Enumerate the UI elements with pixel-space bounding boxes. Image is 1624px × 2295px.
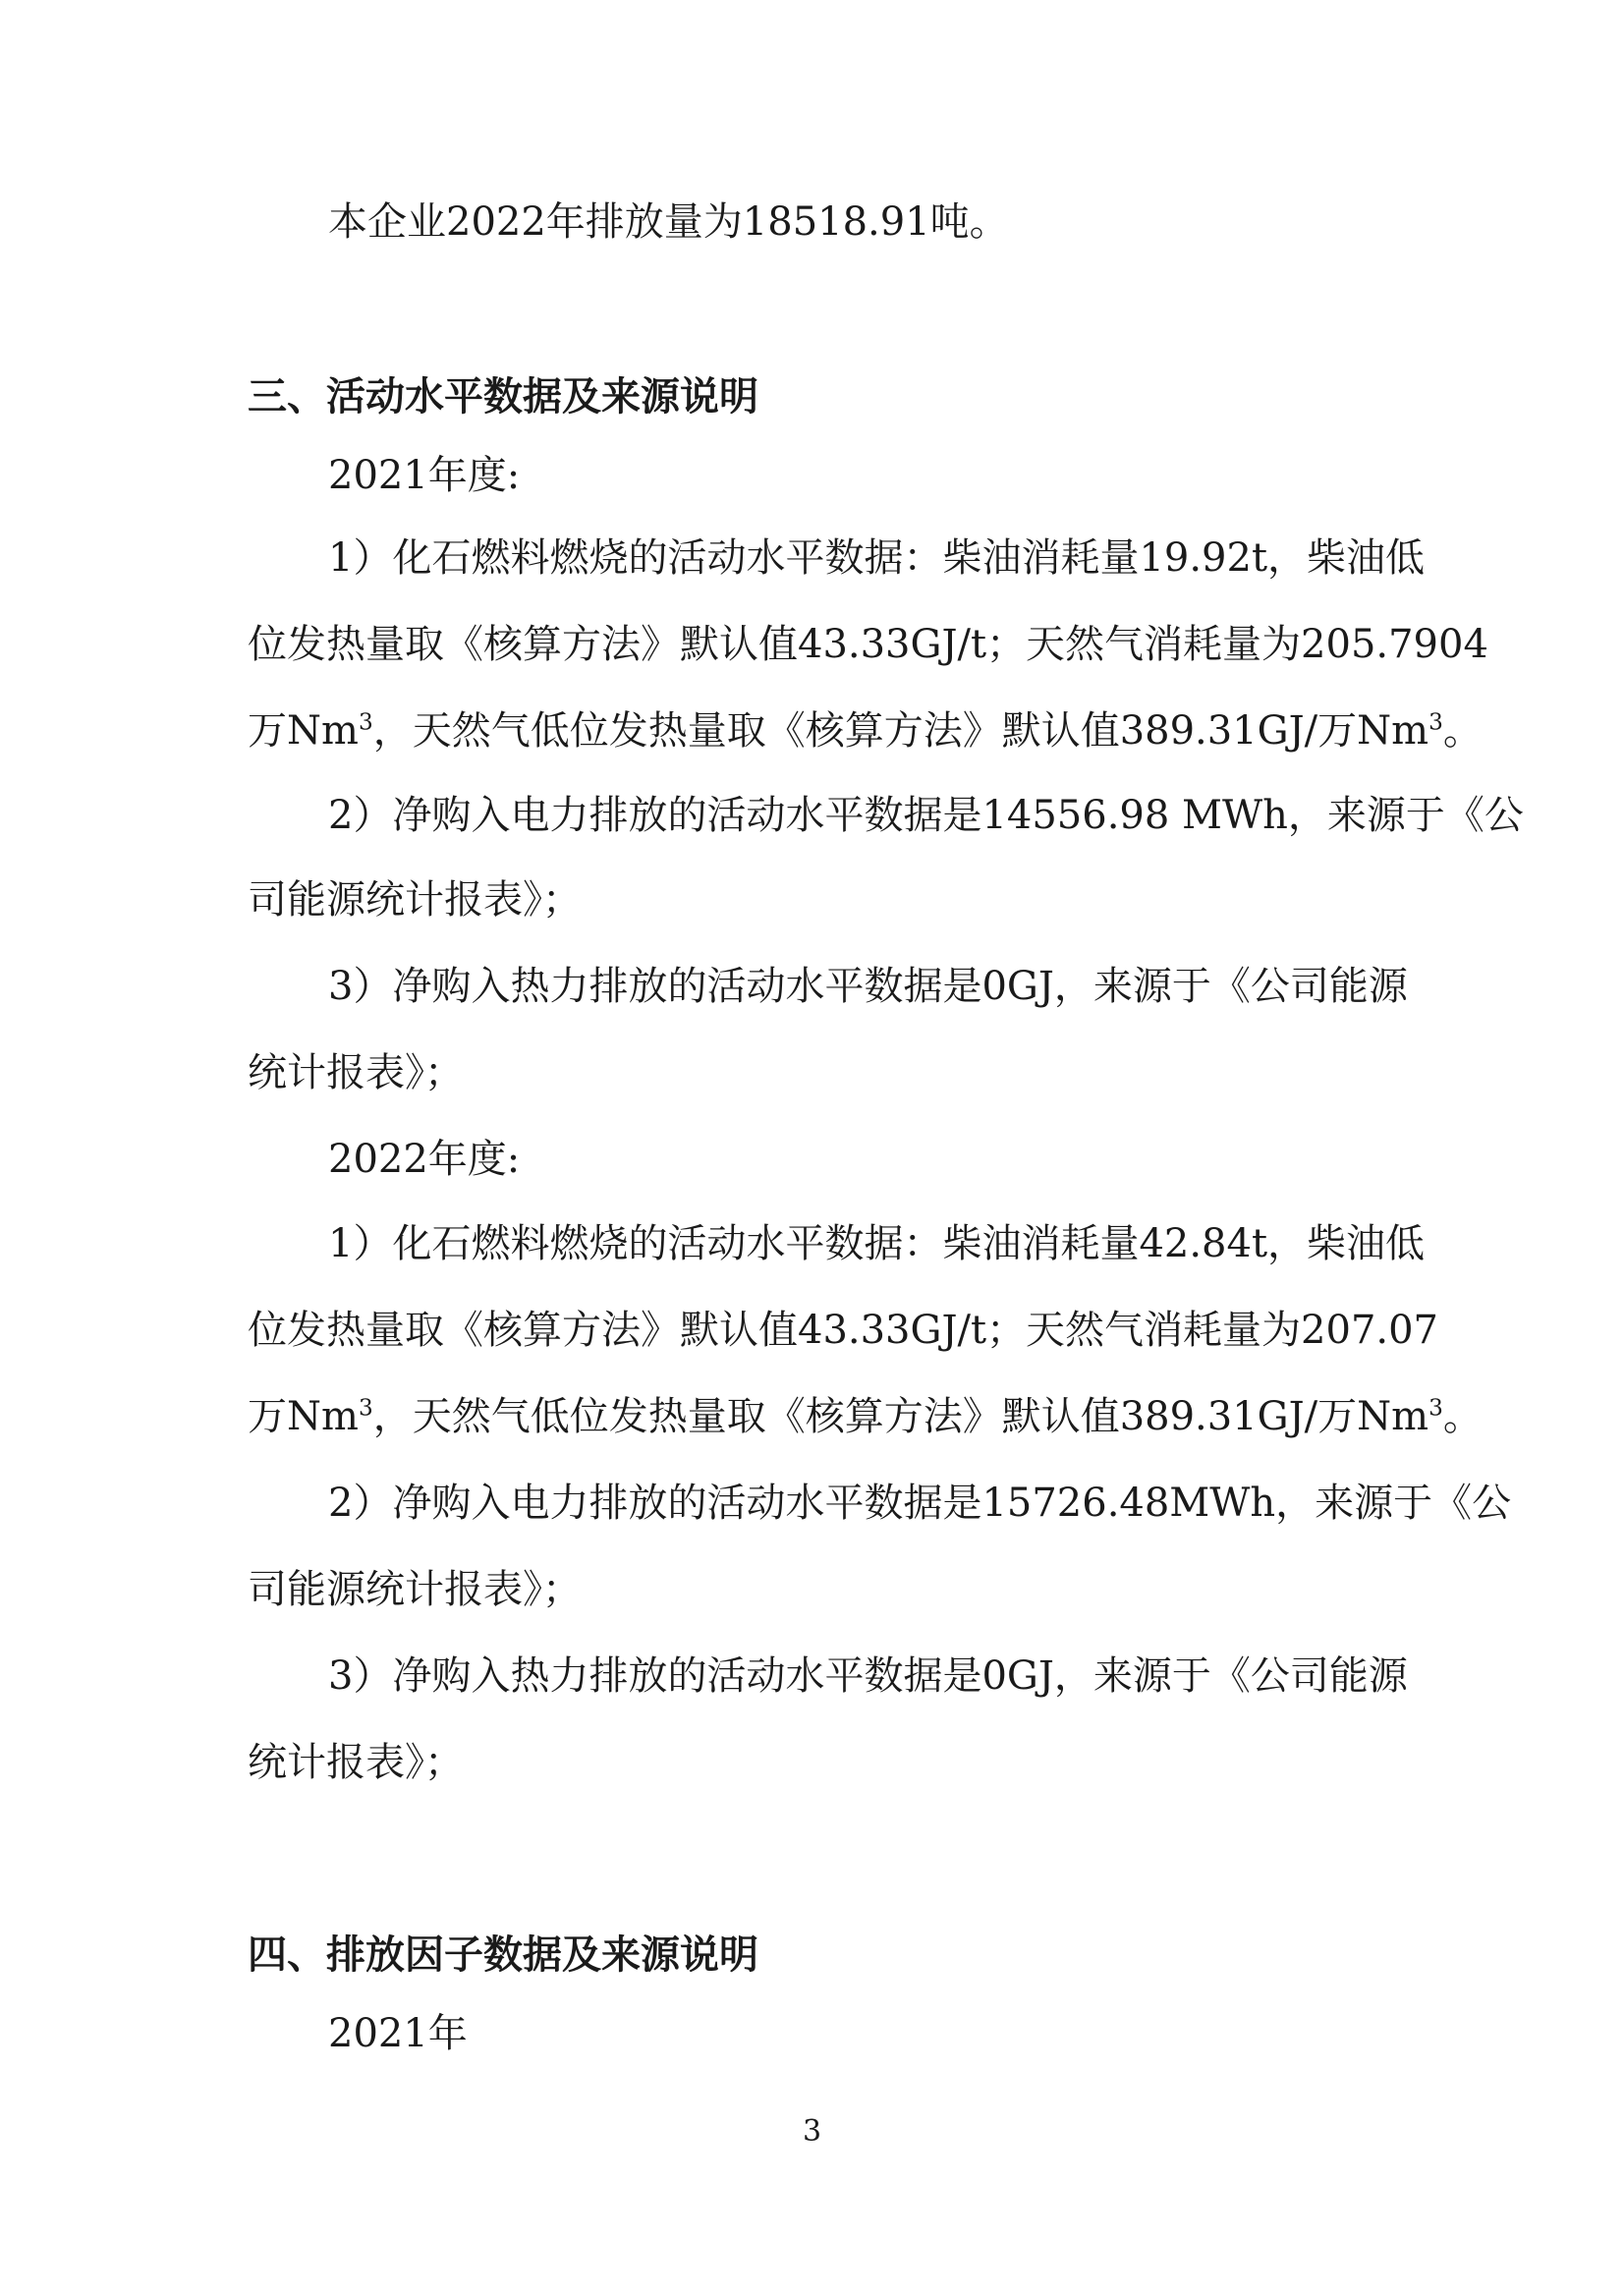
y2022-item1-line3-a: 万Nm — [248, 1394, 359, 1439]
y2022-item1-line1: 1）化石燃料燃烧的活动水平数据：柴油消耗量42.84t，柴油低 — [328, 1221, 1426, 1266]
superscript: 3 — [1428, 1394, 1443, 1422]
y2021-item1-line3-b: ，天然气低位发热量取《核算方法》默认值389.31GJ/万Nm — [372, 708, 1429, 754]
section-3-heading: 三、活动水平数据及来源说明 — [248, 374, 758, 420]
emission-2022-summary: 本企业2022年排放量为18518.91吨。 — [328, 199, 1009, 245]
y2021-item3-line1: 3）净购入热力排放的活动水平数据是0GJ，来源于《公司能源 — [328, 964, 1408, 1009]
y2022-item2-line1: 2）净购入电力排放的活动水平数据是15726.48MWh，来源于《公 — [328, 1481, 1512, 1526]
y2021-item3-line2: 统计报表》； — [248, 1050, 464, 1095]
y2021-item1-line3 — [248, 701, 1483, 760]
page-number: 3 — [802, 2114, 822, 2149]
superscript: 3 — [358, 708, 373, 736]
year-2021-label: 2021年度: — [328, 453, 521, 498]
section-4-year-2021: 2021年 — [328, 2011, 468, 2056]
y2022-item2-line2: 司能源统计报表》； — [248, 1567, 582, 1612]
y2022-item3-line2: 统计报表》； — [248, 1740, 464, 1785]
y2021-item1-line3-a: 万Nm — [248, 708, 359, 754]
superscript: 3 — [358, 1394, 373, 1422]
y2022-item1-line3-c: 。 — [1442, 1394, 1483, 1439]
y2022-item1-line3 — [248, 1387, 1483, 1446]
y2021-item1-line3-c: 。 — [1442, 708, 1483, 754]
y2021-item2-line1: 2）净购入电力排放的活动水平数据是14556.98 MWh，来源于《公 — [328, 793, 1524, 838]
superscript: 3 — [1428, 708, 1443, 736]
y2022-item1-line2: 位发热量取《核算方法》默认值43.33GJ/t；天然气消耗量为207.07 — [248, 1308, 1439, 1353]
section-4-heading: 四、排放因子数据及来源说明 — [248, 1932, 758, 1978]
y2021-item1-line2: 位发热量取《核算方法》默认值43.33GJ/t；天然气消耗量为205.7904 — [248, 622, 1488, 667]
y2022-item1-line3-b: ，天然气低位发热量取《核算方法》默认值389.31GJ/万Nm — [372, 1394, 1429, 1439]
year-2022-label: 2022年度: — [328, 1137, 521, 1182]
y2022-item3-line1: 3）净购入热力排放的活动水平数据是0GJ，来源于《公司能源 — [328, 1653, 1408, 1699]
y2021-item2-line2: 司能源统计报表》； — [248, 877, 582, 923]
y2021-item1-line1: 1）化石燃料燃烧的活动水平数据：柴油消耗量19.92t，柴油低 — [328, 535, 1426, 581]
